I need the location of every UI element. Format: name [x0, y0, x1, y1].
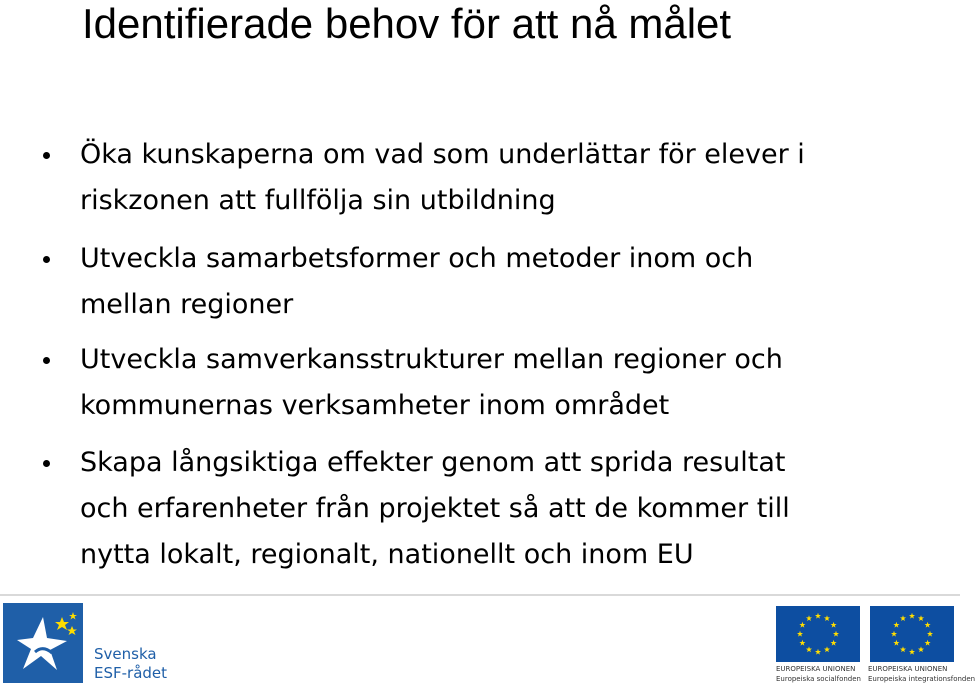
- bullet-item: [80, 132, 940, 224]
- bullet-item: [80, 337, 940, 429]
- bullet-marker: [43, 460, 50, 467]
- eu-star-icon: [824, 646, 830, 652]
- bullet-item: [80, 440, 940, 578]
- eu-logo-caption: [776, 664, 868, 684]
- eu-star-icon: [918, 615, 924, 621]
- bullet-text-line: Utveckla samverkansstrukturer mellan regioner och: [80, 344, 783, 375]
- eu-star-icon: [833, 631, 839, 637]
- eu-star-icon: [806, 646, 812, 652]
- eu-star-icon: [900, 646, 906, 652]
- eu-logo-line: EUROPEISKA UNIONEN: [776, 665, 856, 673]
- bullet-text-line: riskzonen att fullfölja sin utbildning: [80, 185, 556, 216]
- bullet-text-line: och erfarenheter från projektet så att de kommer till: [80, 493, 790, 524]
- eu-logo-line: Europeiska integrationsfonden: [868, 675, 975, 683]
- eu-star-icon: [815, 649, 821, 655]
- eu-star-icon: [893, 622, 899, 628]
- star-figure-icon: [3, 603, 83, 683]
- bullet-marker: [43, 256, 50, 263]
- slide-title: Identifierade behov för att nå målet: [82, 0, 732, 47]
- bullet-item: [80, 236, 940, 328]
- esf-logo-line: ESF-rådet: [94, 664, 168, 682]
- bullet-text-line: Skapa långsiktiga effekter genom att sprida resultat: [80, 447, 786, 478]
- eu-logo-caption: [868, 664, 975, 684]
- eu-logo-line: EUROPEISKA UNIONEN: [868, 665, 948, 673]
- eu-logo-line: Europeiska socialfonden: [776, 675, 861, 683]
- eu-star-icon: [799, 640, 805, 646]
- eu-star-icon: [927, 631, 933, 637]
- eu-star-icon: [925, 640, 931, 646]
- eu-flag-icon: [870, 606, 954, 662]
- eu-star-icon: [824, 615, 830, 621]
- eu-star-icon: [799, 622, 805, 628]
- eu-flag-icon: [776, 606, 860, 662]
- eu-star-icon: [925, 622, 931, 628]
- bullet-text-line: mellan regioner: [80, 289, 294, 320]
- eu-star-icon: [891, 631, 897, 637]
- eu-star-icon: [806, 615, 812, 621]
- bullet-marker: [43, 152, 50, 159]
- footer-divider: [0, 594, 960, 596]
- eu-star-icon: [900, 615, 906, 621]
- eu-star-icon: [918, 646, 924, 652]
- eu-star-icon: [893, 640, 899, 646]
- bullet-marker: [43, 357, 50, 364]
- esf-logo-line: Svenska: [94, 645, 157, 663]
- eu-star-icon: [831, 622, 837, 628]
- eu-star-icon: [797, 631, 803, 637]
- bullet-text-line: kommunernas verksamheter inom området: [80, 390, 670, 421]
- bullet-text-line: Öka kunskaperna om vad som underlättar för elever i: [80, 139, 805, 170]
- esf-logo-text: [94, 645, 167, 683]
- eu-star-icon: [815, 613, 821, 619]
- eu-star-icon: [831, 640, 837, 646]
- eu-star-icon: [909, 649, 915, 655]
- eu-star-icon: [909, 613, 915, 619]
- bullet-text-line: Utveckla samarbetsformer och metoder inom och: [80, 243, 754, 274]
- bullet-text-line: nytta lokalt, regionalt, nationellt och inom EU: [80, 539, 694, 570]
- esf-logo: [3, 603, 83, 683]
